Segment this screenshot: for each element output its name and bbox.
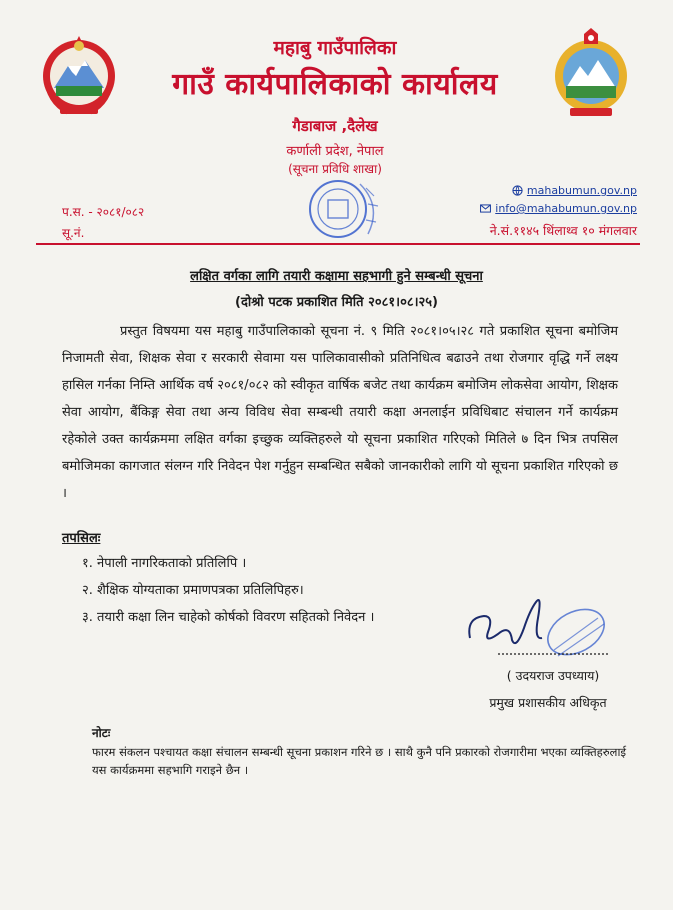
required-documents-list <box>82 550 374 631</box>
list-item: २. शैक्षिक योग्यताका प्रमाणपत्रका प्रतिलिपिहरु। <box>82 583 304 598</box>
note-text: फारम संकलन पश्चायत कक्षा संचालन सम्बन्धी सूचना प्रकाशन गरिने छ । साथै कुनै पनि प्रकारको रोजगारीमा भएका व्यक्तिहरुलाई यस कार्यक्रममा सहभागि गराइने छैन । <box>92 745 627 777</box>
office-name: गाउँ कार्यपालिकाको कार्यालय <box>172 67 498 102</box>
notice-subtitle: (दोश्रो पटक प्रकाशित मिति २०८१।०८।२५) <box>235 295 438 310</box>
website-text: mahabumun.gov.np <box>526 184 637 197</box>
note-title: नोटः <box>92 726 111 740</box>
signatory-title: प्रमुख प्रशासकीय अधिकृत <box>489 695 607 710</box>
dispatch-number: सू.नं. <box>62 226 85 240</box>
info-unit-line: (सूचना प्रविधि शाखा) <box>288 162 382 176</box>
office-stamp-icon <box>298 176 390 242</box>
office-location: गैडाबाज ,दैलेख <box>292 117 378 135</box>
issue-date: ने.सं.११४५ थिंलाथ्व १० मंगलवार <box>489 223 637 238</box>
nepal-emblem-icon <box>38 32 120 118</box>
signature-icon <box>458 588 610 674</box>
mail-icon <box>480 204 491 213</box>
notice-body: प्रस्तुत विषयमा यस महाबु गाउँपालिकाको सूचना नं. ९ मिति २०८१।०५।२८ गते प्रकाशित सूचना बमोजिम निजामती सेवा, शिक्षक सेवा र सरकारी सेवामा यस पालिकावासीको प्रतिनिधित्व बढाउने तथा रोजगार वृद्धि गर्ने लक्ष्य हासिल गर्नका निम्ति आर्थिक वर्ष २०८१/०८२ को स्वीकृत वार्षिक बजेट तथा कार्यक्रम बमोजिम लोकसेवा आयोग, शिक्षक सेवा आयोग, बैंकिङ्ग सेवा तथा अन्य विविध सेवा सम्बन्धी तयारी कक्षा अनलाईन प्रविधिबाट संचालन गर्ने कार्यक्रम रहेकोले उक्त कार्यक्रममा लक्षित वर्गका इच्छुक व्यक्तिहरुले यो सूचना प्रकाशित गरिएको मितिले ७ दिन भित्र तपसिल बमोजिमका कागजात संलग्न गरि निवेदन पेश गर्नुहुन सम्बन्धित सबैको जानकारीको लागि यो सूचना प्रकाशित गरिएको छ । <box>62 324 618 501</box>
notice-title: लक्षित वर्गका लागि तयारी कक्षामा सहभागी हुने सम्बन्धी सूचना <box>190 269 483 284</box>
municipality-name: महाबु गाउँपालिका <box>273 37 397 59</box>
list-item: १. नेपाली नागरिकताको प्रतिलिपि । <box>82 556 247 571</box>
email-link[interactable] <box>480 202 637 215</box>
municipality-logo-icon <box>548 26 634 118</box>
signatory-name: ( उदयराज उपध्याय) <box>506 668 600 683</box>
email-text: info@mahabumun.gov.np <box>495 202 637 215</box>
website-link[interactable] <box>512 184 637 197</box>
list-item: ३. तयारी कक्षा लिन चाहेको कोर्षको विवरण सहितको निवेदन । <box>82 610 375 625</box>
letter-number: प.स. - २०८१/०८२ <box>62 205 145 219</box>
list-heading: तपसिलः <box>62 531 101 546</box>
province-line: कर्णाली प्रदेश, नेपाल <box>286 144 384 159</box>
header-divider <box>36 243 640 245</box>
globe-icon <box>512 185 523 196</box>
